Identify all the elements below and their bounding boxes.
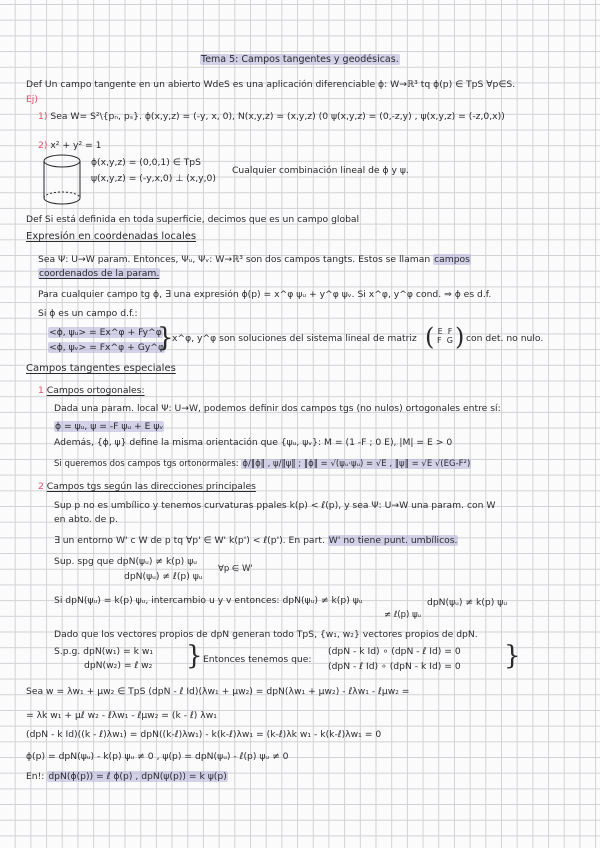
s2-line-h2: dpN(w₂) = ℓ w₂ — [84, 660, 153, 671]
page-title — [200, 54, 400, 66]
example-2-equation: x² + y² = 1 — [50, 140, 102, 151]
s2-line-h-r2: (dpN - ℓ Id) ∘ (dpN - k Id) = 0 — [328, 661, 461, 672]
s1-line-d — [54, 458, 471, 470]
s2-line-c — [54, 535, 458, 547]
example-1 — [38, 111, 505, 123]
s2-line-k: (dpN - k Id)((k - ℓ)λw₁) = dpN((k-ℓ)λw₁) - k(k-ℓ)λw₁ = (k-ℓ)λk w₁ - k(k-ℓ)λw₁ = 0 — [26, 729, 382, 740]
s1-line-c: Además, {ϕ, ψ} define la misma orientación que {ψᵤ, ψᵥ}: M = (1 -F ; 0 E), |M| = E > 0 — [54, 437, 453, 448]
local-line-1-text: Sea Ψ: U→W param. Entonces, Ψᵤ, Ψᵥ: W→ℝ³ son dos campos tangts. Estos se llaman — [38, 254, 431, 265]
matrix-f1: F — [447, 327, 453, 336]
example-2-number: 2) — [38, 140, 48, 151]
example-marker: Ej) — [26, 94, 38, 105]
example-1-number: 1) — [38, 111, 48, 122]
s1-line-a: Dada una param. local Ψ: U→W, podemos definir dos campos tgs (no nulos) ortogonales entre sí: — [54, 403, 501, 414]
system-note: x^φ, y^φ son soluciones del sistema lineal de matriz — [172, 333, 417, 344]
section-coordenadas-locales — [26, 231, 196, 243]
s2-line-h-mid: Entonces tenemos que: — [203, 654, 312, 665]
system-tail: con det. no nulo. — [466, 333, 544, 344]
s2-line-f-tail: dpN(ψᵤ) ≠ k(p) ψᵤ — [427, 597, 508, 608]
local-line-3: Si ϕ es un campo d.f.: — [38, 308, 138, 319]
example-2-phi: ϕ(x,y,z) = (0,0,1) ∈ TpS — [91, 157, 201, 168]
matrix-left-paren: ( — [425, 323, 435, 351]
s2-line-a: Sup p no es umbílico y tenemos curvaturas ppales k(p) < ℓ(p), y sea Ψ: U→W una param. con W — [54, 500, 496, 511]
title-text: Tema 5: Campos tangentes y geodésicas. — [201, 54, 399, 65]
s2-line-m — [26, 771, 228, 783]
subsection-1-title: Campos ortogonales: — [46, 385, 145, 396]
section-coordenadas-locales-text: Expresión en coordenadas locales — [26, 231, 197, 242]
s2-brace-right: } — [504, 641, 521, 671]
s1-line-d-text: Si queremos dos campos tgs ortonormales: — [54, 459, 239, 469]
example-2-note: Cualquier combinación lineal de ϕ y ψ. — [232, 165, 409, 176]
system-brace: } — [157, 323, 174, 353]
matrix-g: G — [446, 336, 453, 345]
example-2-psi: ψ(x,y,z) = (-y,x,0) ⊥ (x,y,0) — [91, 173, 216, 184]
s2-line-j: = λk w₁ + μℓ w₂ - ℓλw₁ - ℓμw₂ = (k - ℓ) λw₁ — [26, 710, 217, 721]
local-line-1-cont — [38, 268, 160, 280]
subsection-2 — [38, 481, 256, 493]
matrix-e: E — [437, 327, 443, 336]
s2-line-g: Dado que los vectores propios de dpN generan todo TpS, {w₁, w₂} vectores propios de dpN. — [54, 629, 478, 640]
s2-line-c-highlight: W' no tiene punt. umbílicos. — [328, 535, 458, 546]
s2-line-h-r1: (dpN - k Id) ∘ (dpN - ℓ Id) = 0 — [328, 646, 461, 657]
subsection-2-number: 2 — [38, 481, 44, 492]
s2-line-m-label: En!: — [26, 771, 45, 782]
s2-line-d: Sup. spg que dpN(ψᵤ) ≠ k(p) ψᵤ — [54, 556, 197, 567]
subsection-2-title: Campos tgs según las direcciones principales — [46, 481, 256, 492]
system-eq-1 — [48, 327, 163, 339]
matrix-f2: F — [437, 336, 442, 345]
system-eq-1-text: <ϕ, ψᵤ> = Ex^φ + Fy^φ — [49, 327, 162, 338]
definition-campo-tangente: Def Un campo tangente en un abierto WdeS es una aplicación diferenciable ϕ: W→ℝ³ tq ϕ(p) ∈ TpS ∀p∈S. — [26, 79, 516, 90]
s2-brace-left: } — [186, 641, 203, 671]
s2-line-b: en abto. de p. — [54, 514, 118, 525]
system-eq-2-text: <ϕ, ψᵥ> = Fx^φ + Gy^φ — [49, 342, 165, 353]
local-line-2: Para cualquier campo tg ϕ, ∃ una expresión ϕ(p) = x^φ ψᵤ + y^φ ψᵥ. Si x^φ, y^φ cond. ⇒ ϕ es d.f. — [38, 289, 492, 300]
cylinder-sketch — [40, 152, 90, 208]
s2-line-f-sub: ≠ ℓ(p) ψᵤ — [384, 610, 422, 620]
local-line-1 — [38, 254, 471, 266]
section-campos-especiales-text: Campos tangentes especiales — [26, 363, 176, 374]
example-2-header — [38, 140, 102, 152]
s2-line-e-tail: ∀p ∈ W' — [218, 564, 253, 574]
s2-line-c-text: ∃ un entorno W' c W de p tq ∀p' ∈ W' k(p') < ℓ(p'). En part. — [54, 535, 325, 546]
subsection-1-number: 1 — [38, 385, 44, 396]
local-line-1-cont-text: coordenados de la param. — [39, 268, 160, 279]
s2-line-h1: S.p.g. dpN(w₁) = k w₁ — [54, 646, 154, 657]
s2-line-l: ϕ(p) = dpN(ψᵤ) - k(p) ψᵤ ≠ 0 , ψ(p) = dpN(ψᵤ) - ℓ(p) ψᵤ ≠ 0 — [26, 751, 289, 762]
s2-line-e: dpN(ψᵤ) ≠ ℓ(p) ψᵤ — [124, 571, 203, 582]
system-eq-2 — [48, 342, 165, 354]
s2-line-i: Sea w = λw₁ + μw₂ ∈ TpS (dpN - ℓ Id)(λw₁ + μw₂) = dpN(λw₁ + μw₂) - ℓλw₁ - ℓμw₂ = — [26, 686, 410, 697]
s2-line-m-highlight: dpN(ϕ(p)) = ℓ ϕ(p) , dpN(ψ(p)) = k ψ(p) — [48, 771, 227, 782]
s2-line-f: Si dpN(ψᵤ) = k(p) ψᵤ, intercambio u y v entonces: dpN(ψᵤ) ≠ k(p) ψᵤ — [54, 595, 363, 606]
s1-line-b-text: ϕ = ψᵤ, ψ = -F ψᵤ + E ψᵥ — [55, 421, 164, 432]
s1-line-d-highlight: ϕ/‖ϕ‖ , ψ/‖ψ‖ ; ‖ϕ‖ = √(ψᵤ·ψᵤ) = √E , ‖ψ‖ = √E √(EG-F²) — [242, 459, 471, 469]
definition-campo-global: Def Si está definida en toda superficie, decimos que es un campo global — [26, 214, 360, 225]
example-1-text: Sea W= S²\{pₙ, pₛ}. ϕ(x,y,z) = (-y, x, 0), N(x,y,z) = (x,y,z) (0 ψ(x,y,z) = (0,-z,y) , ψ(x,y,z) = (-z,0,x)) — [50, 111, 505, 122]
s1-line-b — [54, 421, 164, 433]
subsection-1 — [38, 385, 145, 397]
matrix-right-paren: ) — [455, 323, 465, 351]
section-campos-especiales — [26, 363, 176, 375]
local-line-1-highlight: campos — [434, 254, 470, 265]
